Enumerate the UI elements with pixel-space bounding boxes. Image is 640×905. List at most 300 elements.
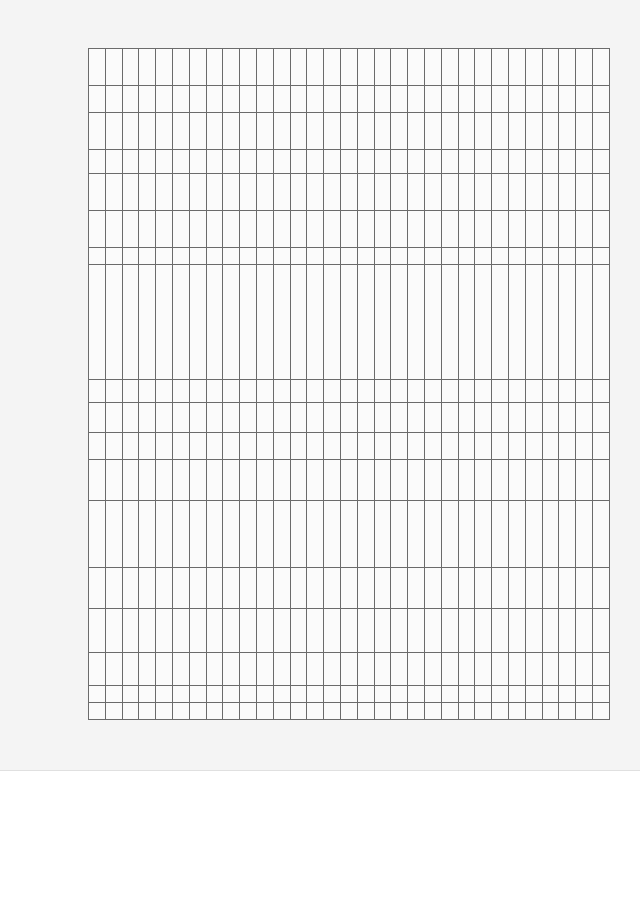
table-cell [559, 433, 576, 460]
table-cell [307, 703, 324, 720]
table-cell [240, 608, 257, 652]
table-cell [391, 686, 408, 703]
table-cell [290, 113, 307, 150]
table-cell [475, 500, 492, 567]
table-cell [172, 113, 189, 150]
table-cell [424, 379, 441, 403]
table-row [424, 49, 441, 720]
table-cell [172, 403, 189, 433]
table-cell [542, 264, 559, 379]
table-cell [441, 403, 458, 433]
table-cell [508, 49, 525, 86]
table-cell [592, 500, 609, 567]
table-cell [324, 379, 341, 403]
table-cell [240, 86, 257, 113]
table-cell [324, 248, 341, 265]
table-cell [105, 686, 122, 703]
table-cell [525, 652, 542, 686]
table-cell [424, 210, 441, 247]
table-cell [576, 113, 593, 150]
table-cell [357, 703, 374, 720]
table-cell [324, 686, 341, 703]
table-cell [256, 433, 273, 460]
table-cell [223, 86, 240, 113]
table-cell [576, 264, 593, 379]
table-cell [105, 403, 122, 433]
table-cell [576, 150, 593, 174]
table-cell [139, 379, 156, 403]
table-cell [307, 248, 324, 265]
table-cell [542, 113, 559, 150]
table-cell [189, 150, 206, 174]
table-cell [576, 500, 593, 567]
table-cell [122, 210, 139, 247]
table-cell [374, 173, 391, 210]
table-cell [206, 403, 223, 433]
table-cell [240, 686, 257, 703]
table-cell [122, 608, 139, 652]
table-cell [492, 379, 509, 403]
table-cell [408, 608, 425, 652]
table-cell [576, 608, 593, 652]
column-index-cell [89, 86, 106, 113]
table-cell [424, 460, 441, 500]
table-row [559, 49, 576, 720]
table-cell [273, 49, 290, 86]
column-index-cell [89, 210, 106, 247]
table-cell [458, 500, 475, 567]
table-cell [189, 113, 206, 150]
table-cell [256, 49, 273, 86]
table-cell [508, 113, 525, 150]
table-cell [256, 652, 273, 686]
table-cell [458, 460, 475, 500]
table-cell [189, 173, 206, 210]
table-cell [273, 150, 290, 174]
table-cell [340, 49, 357, 86]
table-cell [273, 460, 290, 500]
table-cell [189, 500, 206, 567]
table-cell [256, 248, 273, 265]
table-cell [592, 113, 609, 150]
table-cell [290, 403, 307, 433]
table-cell [223, 49, 240, 86]
table-cell [441, 113, 458, 150]
table-cell [357, 113, 374, 150]
table-cell [122, 248, 139, 265]
table-cell [139, 248, 156, 265]
table-cell [139, 403, 156, 433]
table-cell [357, 379, 374, 403]
table-cell [307, 500, 324, 567]
table-cell [408, 379, 425, 403]
table-cell [240, 264, 257, 379]
table-row [240, 49, 257, 720]
table-cell [525, 686, 542, 703]
table-cell [492, 703, 509, 720]
table-cell [307, 568, 324, 608]
table-cell [105, 608, 122, 652]
table-cell [542, 379, 559, 403]
table-cell [273, 652, 290, 686]
table-cell [391, 433, 408, 460]
table-cell [525, 49, 542, 86]
table-cell [592, 568, 609, 608]
table-cell [592, 86, 609, 113]
table-row [256, 49, 273, 720]
table-cell [105, 150, 122, 174]
table-cell [324, 433, 341, 460]
table-cell [240, 173, 257, 210]
table-cell [223, 173, 240, 210]
table-cell [240, 433, 257, 460]
table-cell [525, 86, 542, 113]
table-cell [408, 173, 425, 210]
table-cell [156, 173, 173, 210]
table-cell [525, 500, 542, 567]
table-cell [374, 403, 391, 433]
table-cell [324, 460, 341, 500]
table-cell [559, 210, 576, 247]
table-cell [307, 264, 324, 379]
table-row [592, 49, 609, 720]
table-cell [542, 49, 559, 86]
table-cell [508, 608, 525, 652]
table-cell [441, 210, 458, 247]
table-cell [122, 652, 139, 686]
table-cell [256, 210, 273, 247]
table-cell [206, 652, 223, 686]
table-row [576, 49, 593, 720]
table-cell [189, 379, 206, 403]
table-cell [122, 264, 139, 379]
table-cell [290, 703, 307, 720]
table-cell [290, 608, 307, 652]
table-cell [206, 379, 223, 403]
table-cell [424, 113, 441, 150]
table-cell [324, 150, 341, 174]
table-cell [240, 652, 257, 686]
table-cell [458, 703, 475, 720]
table-cell [592, 150, 609, 174]
table-cell [290, 210, 307, 247]
table-cell [424, 86, 441, 113]
table-cell [189, 433, 206, 460]
table-cell [357, 433, 374, 460]
table-cell [492, 86, 509, 113]
table-cell [542, 210, 559, 247]
column-index-cell [89, 248, 106, 265]
table-cell [223, 433, 240, 460]
table-cell [290, 686, 307, 703]
table-cell [223, 113, 240, 150]
table-cell [307, 686, 324, 703]
table-cell [223, 652, 240, 686]
table-cell [156, 500, 173, 567]
table-cell [592, 460, 609, 500]
table-cell [508, 703, 525, 720]
column-index-cell [89, 403, 106, 433]
table-cell [441, 379, 458, 403]
table-cell [576, 210, 593, 247]
table-cell [424, 703, 441, 720]
table-cell [576, 703, 593, 720]
table-cell [391, 86, 408, 113]
table-cell [475, 86, 492, 113]
table-cell [122, 403, 139, 433]
table-cell [324, 86, 341, 113]
table-cell [475, 403, 492, 433]
table-cell [592, 703, 609, 720]
table-row [172, 49, 189, 720]
table-cell [172, 686, 189, 703]
table-cell [391, 210, 408, 247]
table-cell [189, 652, 206, 686]
table-cell [105, 210, 122, 247]
table-cell [559, 264, 576, 379]
table-cell [525, 379, 542, 403]
table-row [357, 49, 374, 720]
table-cell [374, 500, 391, 567]
table-cell [424, 652, 441, 686]
table-cell [256, 703, 273, 720]
table-cell [559, 86, 576, 113]
table-cell [559, 460, 576, 500]
table-cell [139, 460, 156, 500]
table-cell [223, 264, 240, 379]
column-index-cell [89, 608, 106, 652]
table-cell [424, 500, 441, 567]
table-cell [475, 248, 492, 265]
table-cell [458, 49, 475, 86]
table-cell [508, 150, 525, 174]
table-row [542, 49, 559, 720]
table-cell [189, 686, 206, 703]
table-cell [290, 460, 307, 500]
table-cell [508, 652, 525, 686]
table-cell [592, 686, 609, 703]
table-cell [408, 686, 425, 703]
table-cell [307, 210, 324, 247]
table-cell [374, 460, 391, 500]
table-cell [525, 113, 542, 150]
table-cell [542, 703, 559, 720]
table-cell [206, 686, 223, 703]
table-cell [139, 500, 156, 567]
table-cell [324, 500, 341, 567]
table-cell [475, 433, 492, 460]
table-cell [559, 500, 576, 567]
table-cell [424, 608, 441, 652]
table-cell [374, 568, 391, 608]
table-cell [408, 248, 425, 265]
table-cell [525, 264, 542, 379]
table-cell [458, 686, 475, 703]
table-cell [172, 248, 189, 265]
table-cell [408, 500, 425, 567]
table-cell [256, 86, 273, 113]
table-cell [408, 113, 425, 150]
table-cell [559, 568, 576, 608]
table-cell [424, 433, 441, 460]
table-cell [223, 403, 240, 433]
table-cell [408, 652, 425, 686]
table-cell [307, 86, 324, 113]
table-cell [156, 568, 173, 608]
table-cell [391, 460, 408, 500]
table-cell [172, 460, 189, 500]
table-cell [408, 150, 425, 174]
table-cell [223, 248, 240, 265]
table-cell [508, 173, 525, 210]
table-cell [475, 49, 492, 86]
table-cell [256, 403, 273, 433]
table-cell [424, 403, 441, 433]
table-cell [206, 703, 223, 720]
table-cell [492, 403, 509, 433]
table-cell [492, 248, 509, 265]
table-cell [559, 248, 576, 265]
table-cell [408, 49, 425, 86]
table-cell [122, 113, 139, 150]
table-cell [340, 460, 357, 500]
table-cell [240, 403, 257, 433]
table-cell [240, 210, 257, 247]
table-cell [240, 248, 257, 265]
table-cell [576, 568, 593, 608]
table-cell [324, 210, 341, 247]
table-cell [290, 49, 307, 86]
table-cell [357, 460, 374, 500]
table-cell [542, 460, 559, 500]
table-cell [172, 608, 189, 652]
table-row [105, 49, 122, 720]
table-cell [357, 264, 374, 379]
table-cell [492, 49, 509, 86]
table-cell [559, 403, 576, 433]
table-cell [458, 113, 475, 150]
table-cell [441, 248, 458, 265]
table-cell [290, 86, 307, 113]
table-cell [156, 86, 173, 113]
table-cell [139, 703, 156, 720]
table-cell [240, 49, 257, 86]
table-cell [240, 150, 257, 174]
table-cell [374, 686, 391, 703]
table-cell [441, 568, 458, 608]
table-cell [357, 49, 374, 86]
table-cell [256, 379, 273, 403]
table-cell [340, 86, 357, 113]
table-cell [324, 49, 341, 86]
table-cell [492, 460, 509, 500]
table-cell [139, 568, 156, 608]
table-cell [206, 113, 223, 150]
table-cell [307, 460, 324, 500]
table-cell [542, 248, 559, 265]
table-row [307, 49, 324, 720]
table-cell [542, 433, 559, 460]
table-cell [340, 686, 357, 703]
table-cell [441, 433, 458, 460]
table-cell [139, 264, 156, 379]
table-row [189, 49, 206, 720]
table-cell [576, 49, 593, 86]
table-cell [105, 379, 122, 403]
table-cell [391, 500, 408, 567]
table-cell [391, 652, 408, 686]
table-cell [374, 248, 391, 265]
table-cell [441, 264, 458, 379]
table-cell [223, 500, 240, 567]
table-cell [340, 608, 357, 652]
table-cell [508, 379, 525, 403]
table-cell [592, 248, 609, 265]
column-index-cell [89, 500, 106, 567]
column-index-cell [89, 379, 106, 403]
table-cell [559, 113, 576, 150]
table-cell [105, 264, 122, 379]
table-cell [206, 568, 223, 608]
table-cell [508, 403, 525, 433]
table-cell [189, 460, 206, 500]
table-cell [324, 608, 341, 652]
table-cell [122, 433, 139, 460]
table-cell [508, 686, 525, 703]
table-cell [290, 652, 307, 686]
table-cell [240, 460, 257, 500]
table-cell [576, 379, 593, 403]
table-cell [156, 150, 173, 174]
table-cell [273, 500, 290, 567]
table-cell [357, 248, 374, 265]
table-cell [424, 248, 441, 265]
table-cell [256, 568, 273, 608]
table-cell [105, 652, 122, 686]
register-table [88, 48, 610, 720]
table-row [458, 49, 475, 720]
table-cell [122, 686, 139, 703]
table-cell [391, 568, 408, 608]
table-cell [475, 264, 492, 379]
table-cell [340, 652, 357, 686]
table-cell [307, 173, 324, 210]
table-cell [340, 264, 357, 379]
table-cell [458, 86, 475, 113]
table-cell [324, 652, 341, 686]
table-cell [592, 210, 609, 247]
table-cell [122, 500, 139, 567]
table-cell [441, 173, 458, 210]
table-cell [273, 403, 290, 433]
table-cell [424, 49, 441, 86]
table-cell [156, 248, 173, 265]
table-cell [559, 173, 576, 210]
table-cell [256, 608, 273, 652]
table-cell [458, 379, 475, 403]
table-cell [105, 173, 122, 210]
table-cell [256, 173, 273, 210]
table-cell [508, 86, 525, 113]
table-cell [542, 403, 559, 433]
table-cell [576, 433, 593, 460]
table-cell [340, 210, 357, 247]
column-index-cell [89, 173, 106, 210]
table-cell [139, 150, 156, 174]
table-cell [374, 379, 391, 403]
table-cell [508, 460, 525, 500]
table-cell [441, 652, 458, 686]
